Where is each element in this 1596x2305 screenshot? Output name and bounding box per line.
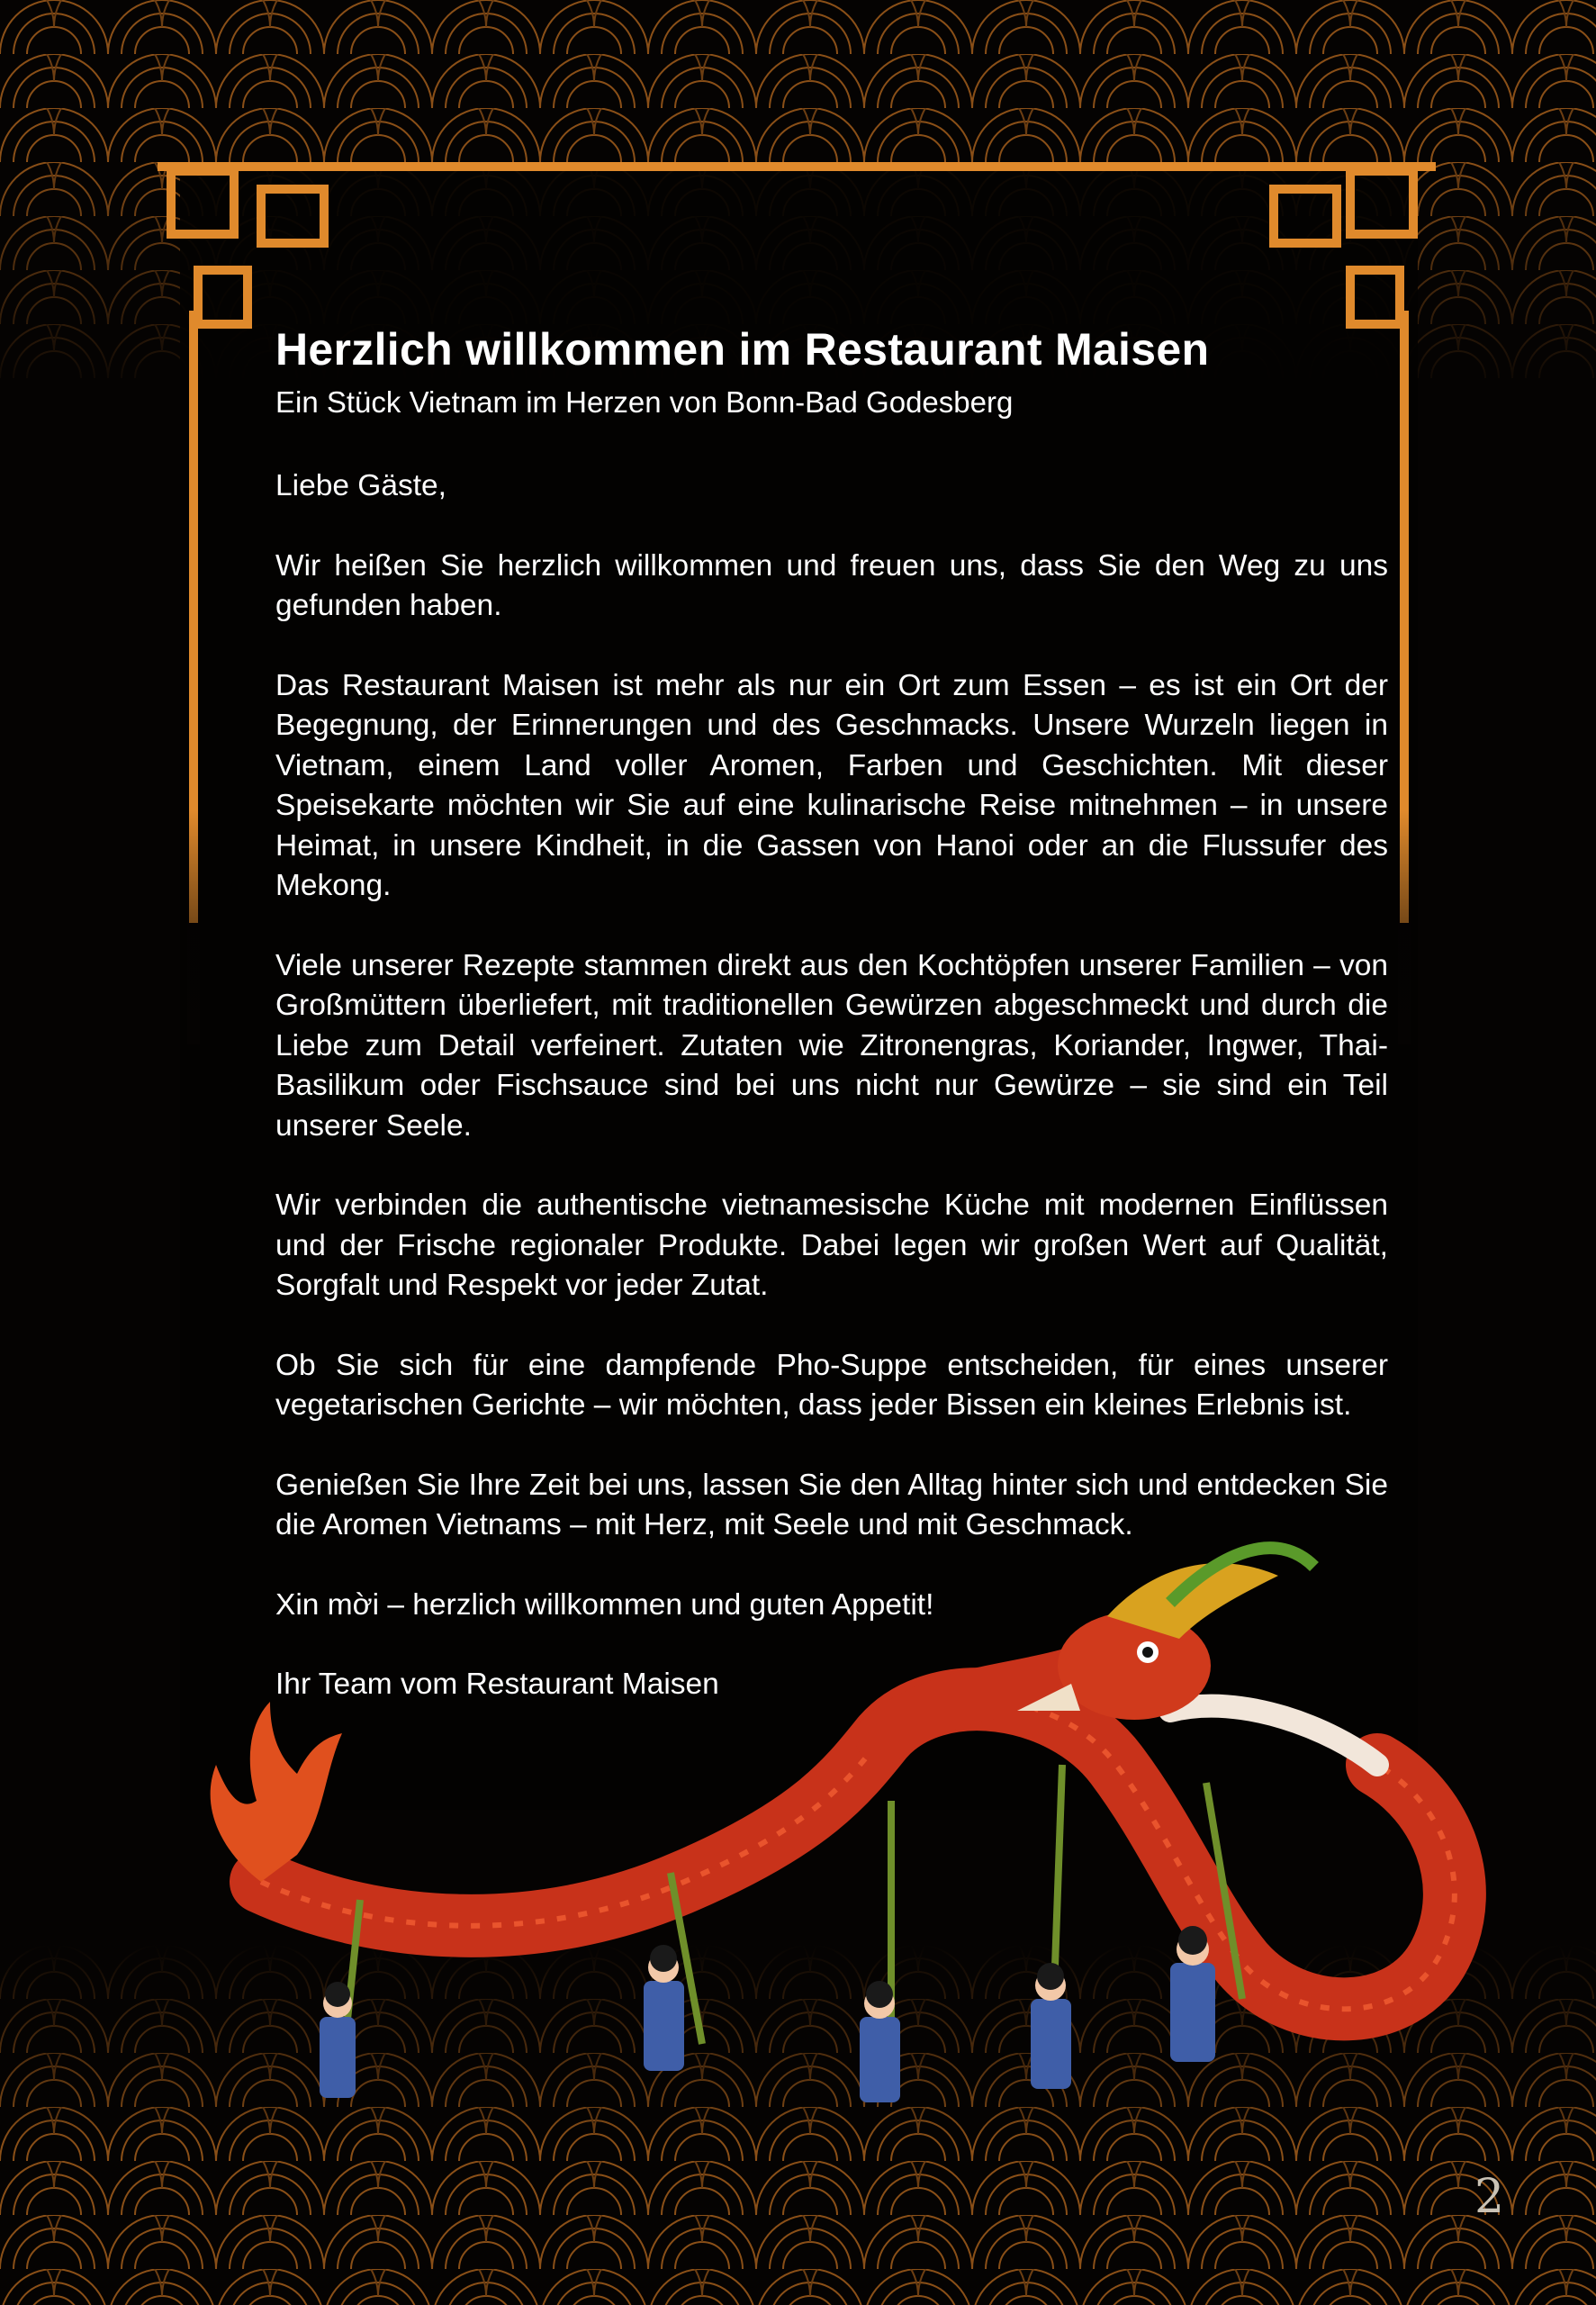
welcome-letter bbox=[275, 324, 1388, 1705]
signature: Ihr Team vom Restaurant Maisen bbox=[275, 1668, 719, 1702]
paragraph: Wir verbinden die authentische vietnamesische Küche mit modernen Einflüssen und der Frische regionaler Produkte. Dabei legen wir großen Wert auf Qualität, Sorgfalt und Respekt vor jeder Zutat. bbox=[275, 1189, 1388, 1303]
greeting: Liebe Gäste, bbox=[275, 469, 446, 503]
page-title: Herzlich willkommen im Restaurant Maisen bbox=[275, 324, 1210, 375]
paragraph: Viele unserer Rezepte stammen direkt aus den Kochtöpfen unserer Familien – von Großmüttern überliefert, mit traditionellen Gewürzen abgeschmeckt und durch die Liebe zum Detail verfeinert. Zutaten wie Zitronengras, Koriander, Ingwer, Thai-Basilikum oder Fischsauce sind bei uns nicht nur Gewürze – sie sind ein Teil unserer Seele. bbox=[275, 948, 1388, 1143]
page-subtitle: Ein Stück Vietnam im Herzen von Bonn-Bad Godesberg bbox=[275, 384, 1014, 419]
closing-line: Xin mời – herzlich willkommen und guten Appetit! bbox=[275, 1587, 934, 1622]
paragraph: Wir heißen Sie herzlich willkommen und freuen uns, dass Sie den Weg zu uns gefunden haben. bbox=[275, 548, 1388, 623]
page-number: 2 bbox=[1474, 2170, 1505, 2224]
paragraph: Ob Sie sich für eine dampfende Pho-Suppe entscheiden, für eines unserer vegetarischen Gerichte – wir möchten, dass jeder Bissen ein kleines Erlebnis ist. bbox=[275, 1348, 1388, 1423]
paragraph: Das Restaurant Maisen ist mehr als nur ein Ort zum Essen – es ist ein Ort der Begegnung, der Erinnerungen und des Geschmacks. Unsere Wurzeln liegen in Vietnam, einem Land voller Aromen, Farben und Geschichten. Mit dieser Speisekarte möchten wir Sie auf eine kulinarische Reise mitnehmen – in unsere Heimat, in unsere Kindheit, in die Gassen von Hanoi oder an die Flussufer des Mekong. bbox=[275, 668, 1388, 903]
paragraph: Genießen Sie Ihre Zeit bei uns, lassen Sie den Alltag hinter sich und entdecken Sie die Aromen Vietnams – mit Herz, mit Seele und mit Geschmack. bbox=[275, 1468, 1388, 1542]
